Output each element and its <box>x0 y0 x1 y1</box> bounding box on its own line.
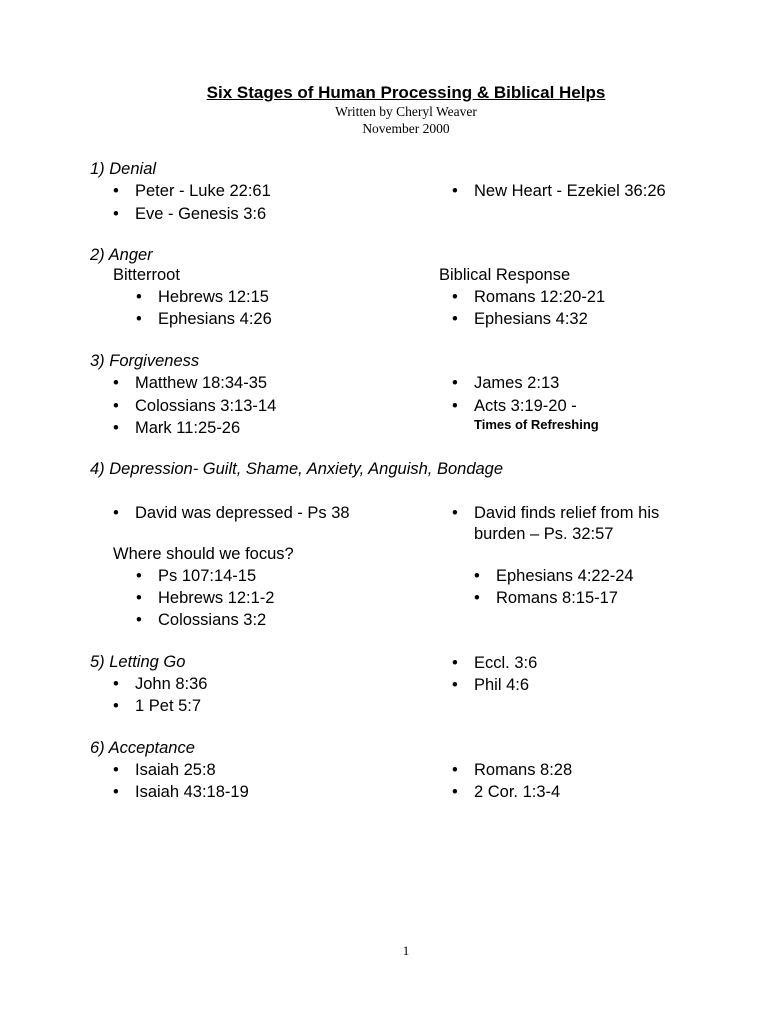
list-item: • John 8:36 <box>113 675 208 693</box>
list-item: • Hebrews 12:1-2 <box>136 589 275 607</box>
list-item: • Phil 4:6 <box>452 676 530 694</box>
list-item: • David finds relief from his <box>452 504 660 522</box>
list-item: • Colossians 3:2 <box>136 611 267 629</box>
list-item: • New Heart - Ezekiel 36:26 <box>452 182 666 200</box>
list-item: • Romans 8:15-17 <box>474 589 618 607</box>
list-item: • Ephesians 4:26 <box>136 310 272 328</box>
times-of-refreshing-note: Times of Refreshing <box>474 417 599 432</box>
list-item: • Ps 107:14-15 <box>136 567 257 585</box>
section-6-heading: 6) Acceptance <box>90 739 195 757</box>
page-number: 1 <box>402 943 410 958</box>
author-line: Written by Cheryl Weaver <box>335 104 477 119</box>
bitterroot-label: Bitterroot <box>113 266 180 284</box>
list-item: • Ephesians 4:32 <box>452 310 588 328</box>
list-item: • 1 Pet 5:7 <box>113 697 202 715</box>
date-line: November 2000 <box>362 121 450 136</box>
list-item: • Eve - Genesis 3:6 <box>113 205 267 223</box>
list-item: • 2 Cor. 1:3-4 <box>452 783 561 801</box>
section-3-heading: 3) Forgiveness <box>90 352 200 370</box>
list-item: • Peter - Luke 22:61 <box>113 182 271 200</box>
focus-label: Where should we focus? <box>113 545 294 563</box>
list-item: • Eccl. 3:6 <box>452 654 538 672</box>
section-5-heading: 5) Letting Go <box>90 653 186 671</box>
biblical-response-label: Biblical Response <box>439 266 571 284</box>
list-item: • Ephesians 4:22-24 <box>474 567 634 585</box>
section-4-heading: 4) Depression- Guilt, Shame, Anxiety, Anguish, Bondage <box>90 460 504 478</box>
section-1-heading: 1) Denial <box>90 160 157 178</box>
list-item: • Isaiah 43:18-19 <box>113 783 249 801</box>
list-item: • Acts 3:19-20 - <box>452 397 577 415</box>
list-item: • Matthew 18:34-35 <box>113 374 268 392</box>
list-item: • Romans 12:20-21 <box>452 288 606 306</box>
list-item: • James 2:13 <box>452 374 560 392</box>
list-item: • Mark 11:25-26 <box>113 419 241 437</box>
list-item: • David was depressed - Ps 38 <box>113 504 350 522</box>
list-item: • Romans 8:28 <box>452 761 573 779</box>
list-item-continuation: burden – Ps. 32:57 <box>474 525 614 543</box>
list-item: • Colossians 3:13-14 <box>113 397 277 415</box>
document-title: Six Stages of Human Processing & Biblical Helps <box>206 83 606 102</box>
section-2-heading: 2) Anger <box>90 246 153 264</box>
list-item: • Isaiah 25:8 <box>113 761 216 779</box>
list-item: • Hebrews 12:15 <box>136 288 269 306</box>
